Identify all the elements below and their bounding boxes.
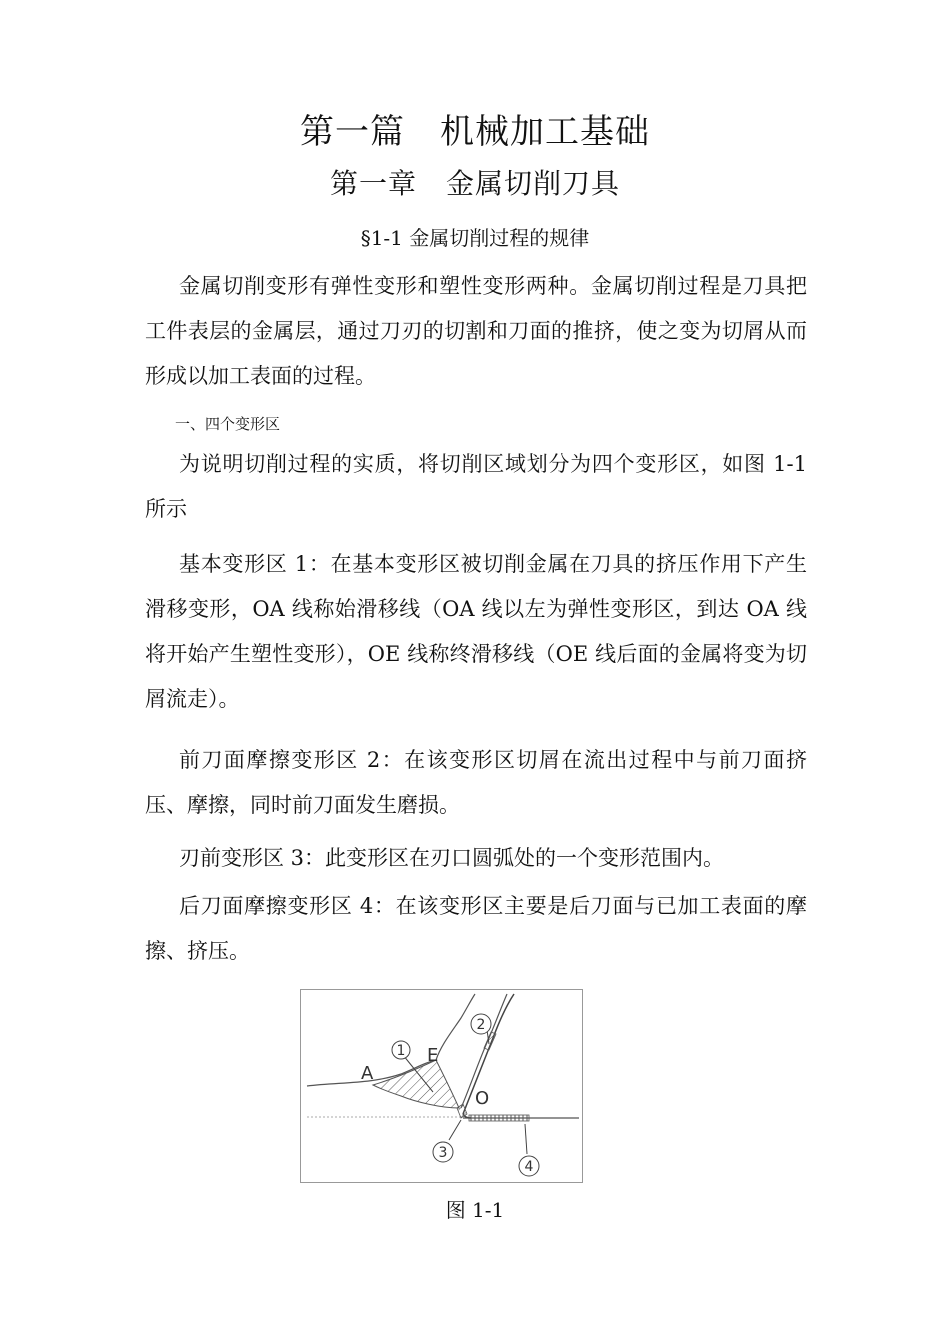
- leader-line-3: [449, 1120, 461, 1140]
- cutting-zones-diagram: [301, 990, 582, 1182]
- chip-outer-edge: [436, 994, 475, 1060]
- marker-4-label: 4: [524, 1159, 534, 1175]
- chapter-title: 第一章 金属切削刀具: [329, 167, 620, 200]
- figure-1-1: [300, 989, 583, 1183]
- zones-intro-paragraph: 为说明切削过程的实质，将切削区域划分为四个变形区，如图 1-1 所示: [145, 452, 807, 521]
- zone2-region: [484, 1032, 496, 1050]
- zone2-paragraph: 前刀面摩擦变形区 2：在该变形区切屑在流出过程中与前刀面挤压、摩擦，同时前刀面发生磨损。: [145, 748, 807, 817]
- figure-caption: 图 1-1: [445, 1198, 505, 1222]
- zone4-region: [469, 1115, 529, 1121]
- label-O: O: [475, 1088, 490, 1109]
- zone1-paragraph: 基本变形区 1：在基本变形区被切削金属在刀具的挤压作用下产生滑移变形，OA 线称始滑移线（OA 线以左为弹性变形区，到达 OA 线将开始产生塑性变形），OE 线称终滑移线（OE 线后面的金属将变为切屑流走）。: [145, 552, 807, 711]
- label-A: A: [361, 1063, 374, 1084]
- label-E: E: [427, 1045, 439, 1066]
- part-title: 第一篇 机械加工基础: [300, 112, 650, 152]
- zone4-paragraph: 后刀面摩擦变形区 4：在该变形区主要是后刀面与已加工表面的摩擦、挤压。: [145, 894, 807, 963]
- section-title: §1-1 金属切削过程的规律: [360, 226, 590, 250]
- marker-3-label: 3: [438, 1145, 448, 1161]
- intro-paragraph: 金属切削变形有弹性变形和塑性变形两种。金属切削过程是刀具把工件表层的金属层，通过刀刃的切割和刀面的推挤，使之变为切屑从而形成以加工表面的过程。: [145, 274, 807, 388]
- marker-2-label: 2: [476, 1017, 486, 1033]
- leader-line-4: [525, 1124, 527, 1154]
- subheading-four-zones: 一、四个变形区: [175, 415, 281, 433]
- zone3-paragraph: 刃前变形区 3：此变形区在刃口圆弧处的一个变形范围内。: [179, 846, 725, 870]
- marker-1-label: 1: [396, 1043, 406, 1059]
